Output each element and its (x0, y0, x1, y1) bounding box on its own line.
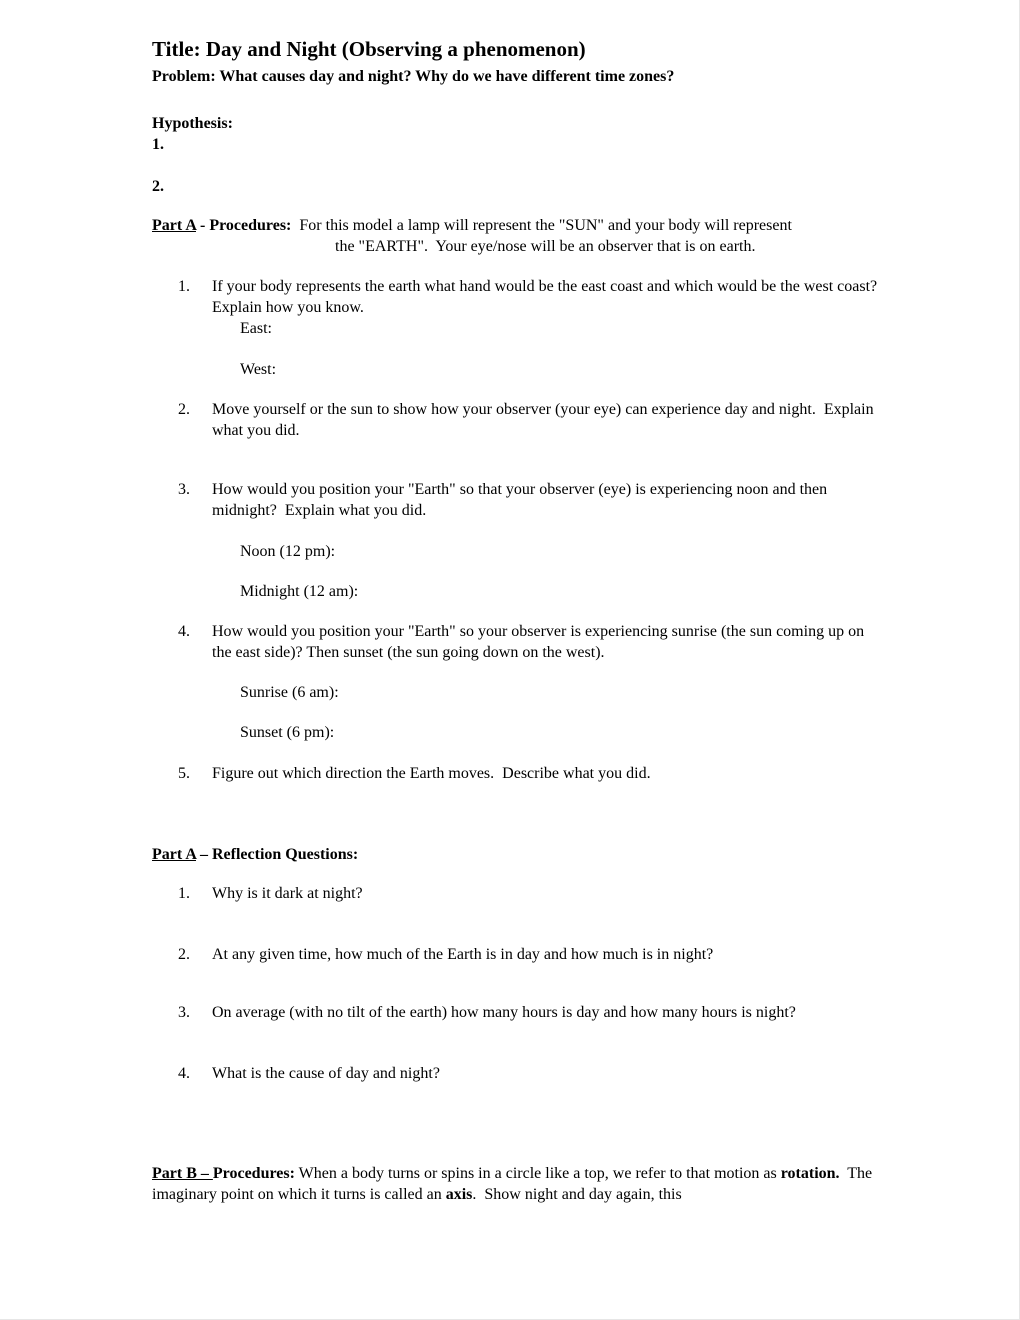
item-text: What is the cause of day and night? (212, 1065, 440, 1083)
item-text: At any given time, how much of the Earth is in day and how much is in night? (212, 945, 714, 963)
part-a-procedures-section (152, 216, 887, 258)
list-item (178, 400, 887, 442)
item-number: 4. (178, 623, 190, 641)
part-a-heading: Part A (152, 217, 196, 235)
part-b-text-2: The imaginary point on which it turns is called an (152, 1165, 877, 1203)
part-b-bold-rotation: rotation. (780, 1165, 840, 1183)
item-text: Figure out which direction the Earth moves. Describe what you did. (212, 765, 651, 783)
answer-label-west: West: (240, 361, 277, 379)
procedures-label: Procedures: (209, 217, 292, 235)
item-number: 4. (178, 1065, 190, 1083)
part-a-reflection-label: Part A (152, 846, 196, 864)
procedure-item-4 (152, 622, 887, 744)
item-text: How would you position your "Earth" so that your observer (eye) is experiencing noon and then midnight? Explain what you did. (212, 480, 832, 519)
item-text: Why is it dark at night? (212, 884, 363, 902)
item-number: 3. (178, 1004, 190, 1022)
part-b-procedures-label: Procedures: (212, 1165, 295, 1183)
procedure-item-2 (152, 400, 887, 442)
part-a-intro-text: For this model a lamp will represent the "SUN" and your body will represent (291, 217, 792, 235)
procedure-item-1 (152, 277, 887, 381)
reflection-item-2 (152, 945, 887, 966)
list-item (178, 884, 887, 905)
list-item (178, 1064, 887, 1085)
procedure-item-5 (152, 764, 887, 785)
part-b-heading: Part B – (152, 1165, 213, 1183)
item-number: 5. (178, 765, 190, 783)
item-number: 2. (178, 401, 190, 419)
item-number: 3. (178, 480, 190, 498)
part-b-bold-axis: axis (445, 1185, 473, 1203)
hypothesis-item-1: 1. (152, 135, 164, 153)
item-text: On average (with no tilt of the earth) how many hours is day and how many hours is night? (212, 1004, 796, 1022)
list-item (178, 945, 887, 966)
answer-label-east: East: (240, 319, 272, 337)
item-number: 1. (178, 278, 190, 296)
part-a-procedures-intro-line1 (152, 216, 887, 237)
hypothesis-heading: Hypothesis: (152, 115, 233, 133)
reflection-item-4 (152, 1064, 887, 1085)
part-a-intro-line2: the "EARTH". Your eye/nose will be an observer that is on earth. (335, 238, 756, 256)
item-text: Move yourself or the sun to show how your observer (your eye) can experience day and night. Explain what you did. (212, 401, 878, 440)
procedure-item-3 (152, 480, 887, 603)
list-item (178, 277, 887, 319)
hypothesis-item-2: 2. (152, 177, 164, 195)
list-item (178, 1003, 887, 1024)
list-item (178, 764, 887, 785)
list-item (178, 480, 887, 522)
answer-label-sunrise: Sunrise (6 am): (240, 683, 339, 701)
reflection-separator: – (196, 846, 212, 864)
item-number: 1. (178, 884, 190, 902)
list-item (178, 622, 887, 664)
answer-label-noon: Noon (12 pm): (240, 543, 336, 561)
part-a-reflection-heading (152, 845, 887, 866)
page-title: Title: Day and Night (Observing a phenomenon) (152, 37, 586, 61)
reflection-item-3 (152, 1003, 887, 1024)
part-b-text-3: . Show night and day again, this (472, 1185, 682, 1203)
item-text: How would you position your "Earth" so your observer is experiencing sunrise (the sun coming up on the east side)? Then sunset (the sun going down on the west). (212, 623, 869, 661)
part-b-text-1: When a body turns or spins in a circle like a top, we refer to that motion as (294, 1165, 781, 1183)
problem-statement: Problem: What causes day and night? Why do we have different time zones? (152, 68, 675, 86)
reflection-questions-label: Reflection Questions: (212, 846, 359, 864)
answer-label-midnight: Midnight (12 am): (240, 583, 359, 601)
part-b-procedures-paragraph (152, 1164, 887, 1206)
part-a-separator: - (196, 217, 210, 235)
item-number: 2. (178, 945, 190, 963)
answer-label-sunset: Sunset (6 pm): (240, 724, 335, 742)
item-text: If your body represents the earth what hand would be the east coast and which would be the west coast? Explain how you know. (212, 278, 886, 316)
reflection-item-1 (152, 884, 887, 905)
